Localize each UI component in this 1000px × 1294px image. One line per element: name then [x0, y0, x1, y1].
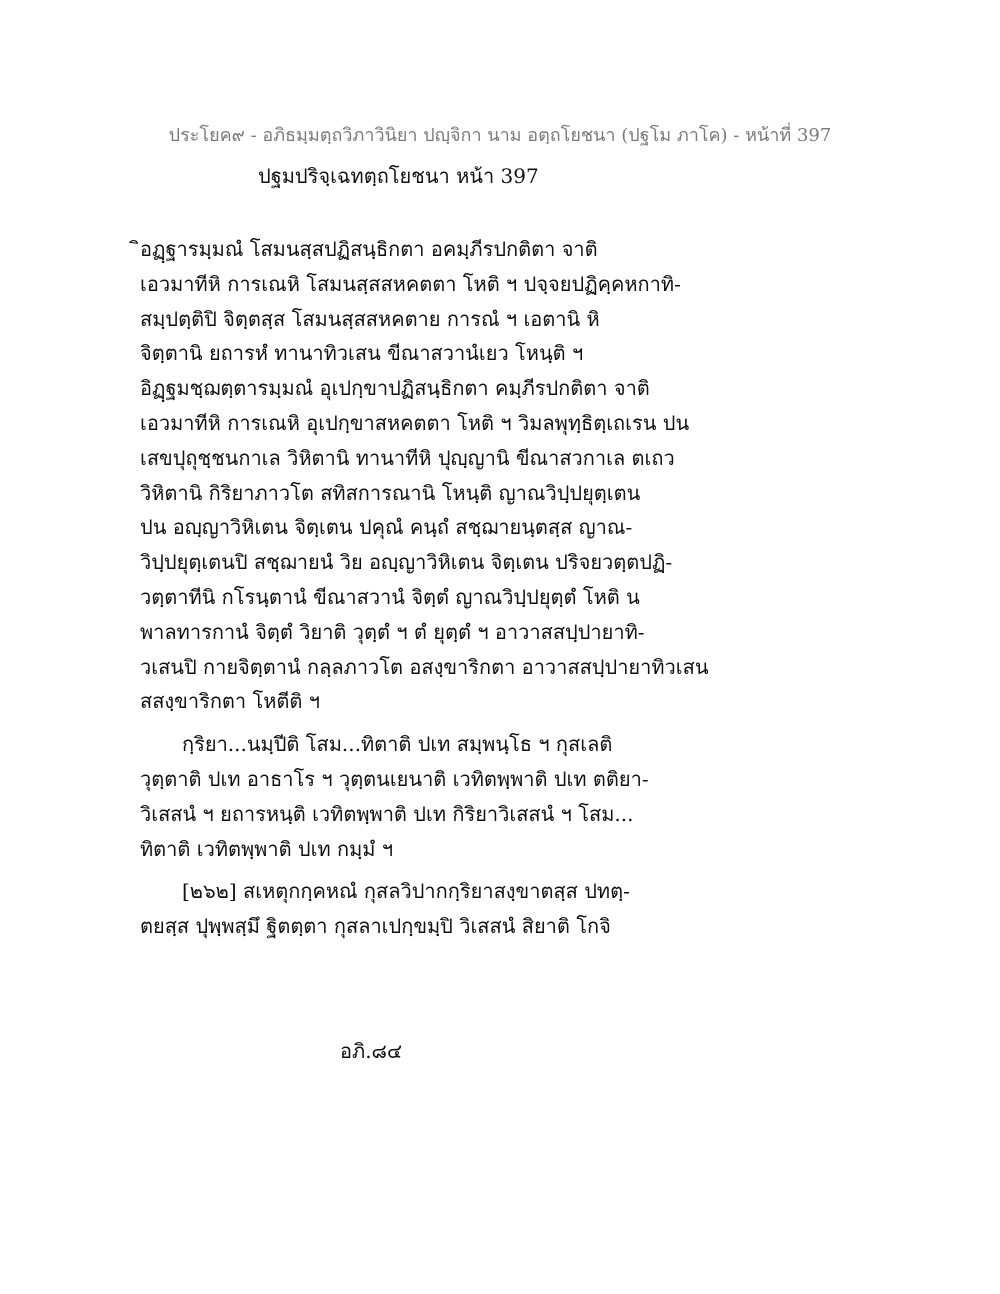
text-line: วิหิตานิ กิริยาภาวโต สทิสการณานิ โหนฺติ ญาณวิปฺปยุตฺเตน	[140, 480, 641, 505]
text-line: สมฺปตฺติปิ จิตฺตสฺส โสมนสฺสสหคตาย การณํ ฯ เอตานิ หิ	[140, 306, 600, 331]
text-line: วิเสสนํ ฯ ยถารหนฺติ เวทิตพฺพาติ ปเท กิริยาวิเสสนํ ฯ โสม...	[140, 801, 634, 826]
text-line: อิฏฺฐมชฺฌตฺตารมฺมณํ อุเปกฺขาปฏิสนฺธิกตา คมฺภีรปกติตา จาติ	[140, 376, 650, 401]
body-text	[140, 232, 720, 944]
running-header: ประโยค๙ - อภิธมฺมตฺถวิภาวินิยา ปญฺจิกา นาม อตฺถโยชนา (ปฐโม ภาโค) - หน้าที่ 397	[168, 125, 832, 146]
text-line: เสขปุถุชฺชนกาเล วิหิตานิ ทานาทีหิ ปุญฺญานิ ขีณาสวกาเล ตเถว	[140, 445, 675, 470]
text-line: ตยสฺส ปุพฺพสฺมึ ฐิตตฺตา กุสลาเปกฺขมฺปิ วิเสสนํ สิยาติ โกจิ	[140, 914, 611, 939]
text-line: สสงฺขาริกตา โหตีติ ฯ	[140, 689, 320, 714]
text-line: วเสนปิ กายจิตฺตานํ กลฺลภาวโต อสงฺขาริกตา อาวาสสปฺปายาทิวเสน	[140, 654, 709, 679]
text-line: จิตฺตานิ ยถารหํ ทานาทิวเสน ขีณาสวานํเยว โหนฺติ ฯ	[140, 341, 584, 366]
text-line: ทิตาติ เวทิตพฺพาติ ปเท กมฺมํ ฯ	[140, 836, 394, 861]
paragraph-first-line: [๒๖๒] สเหตุกกฺคหณํ กุสลวิปากกฺริยาสงฺขาตสฺส ปทตฺ-	[182, 879, 630, 904]
text-line: วุตฺตาติ ปเท อาธาโร ฯ วุตฺตนเยนาติ เวทิตพฺพาติ ปเท ตติยา-	[140, 766, 649, 791]
text-line: ปน อญฺญาวิหิเตน จิตฺเตน ปคุณํ คนฺถํ สชฺฌายนฺตสฺส ญาณ-	[140, 515, 633, 540]
section-title: ปฐมปริจฺเฉทตฺถโยชนา หน้า 397	[258, 164, 539, 188]
text-line: เอวมาทีหิ การเณหิ โสมนสฺสสหคตตา โหติ ฯ ปจฺจยปฏิคฺคหกาทิ-	[140, 271, 681, 296]
signature-mark: อภิ.๘๔	[340, 1039, 403, 1063]
text-line: วตฺตาทีนิ กโรนฺตานํ ขีณาสวานํ จิตฺตํ ญาณวิปฺปยุตฺตํ โหติ น	[140, 584, 640, 609]
text-line: วิปฺปยุตฺเตนปิ สชฺฌายนํ วิย อญฺญาวิหิเตน จิตฺเตน ปริจยวตฺตปฏิ-	[140, 550, 673, 575]
paragraph-first-line: กฺริยา...นมฺปีติ โสม...ทิตาติ ปเท สมฺพนฺโธ ฯ กุสเลติ	[182, 732, 613, 757]
text-line: เอวมาทีหิ การเณหิ อุเปกฺขาสหคตตา โหติ ฯ วิมลพุทฺธิตฺเถเรน ปน	[140, 410, 690, 435]
text-line: ิอฏฺฐารมฺมณํ โสมนสฺสปฏิสนฺธิกตา อคมฺภีรปกติตา จาติ	[140, 237, 598, 261]
text-line: พาลทารกานํ จิตฺตํ วิยาติ วุตฺตํ ฯ ตํ ยุตฺตํ ฯ อาวาสสปฺปายาทิ-	[140, 619, 645, 644]
